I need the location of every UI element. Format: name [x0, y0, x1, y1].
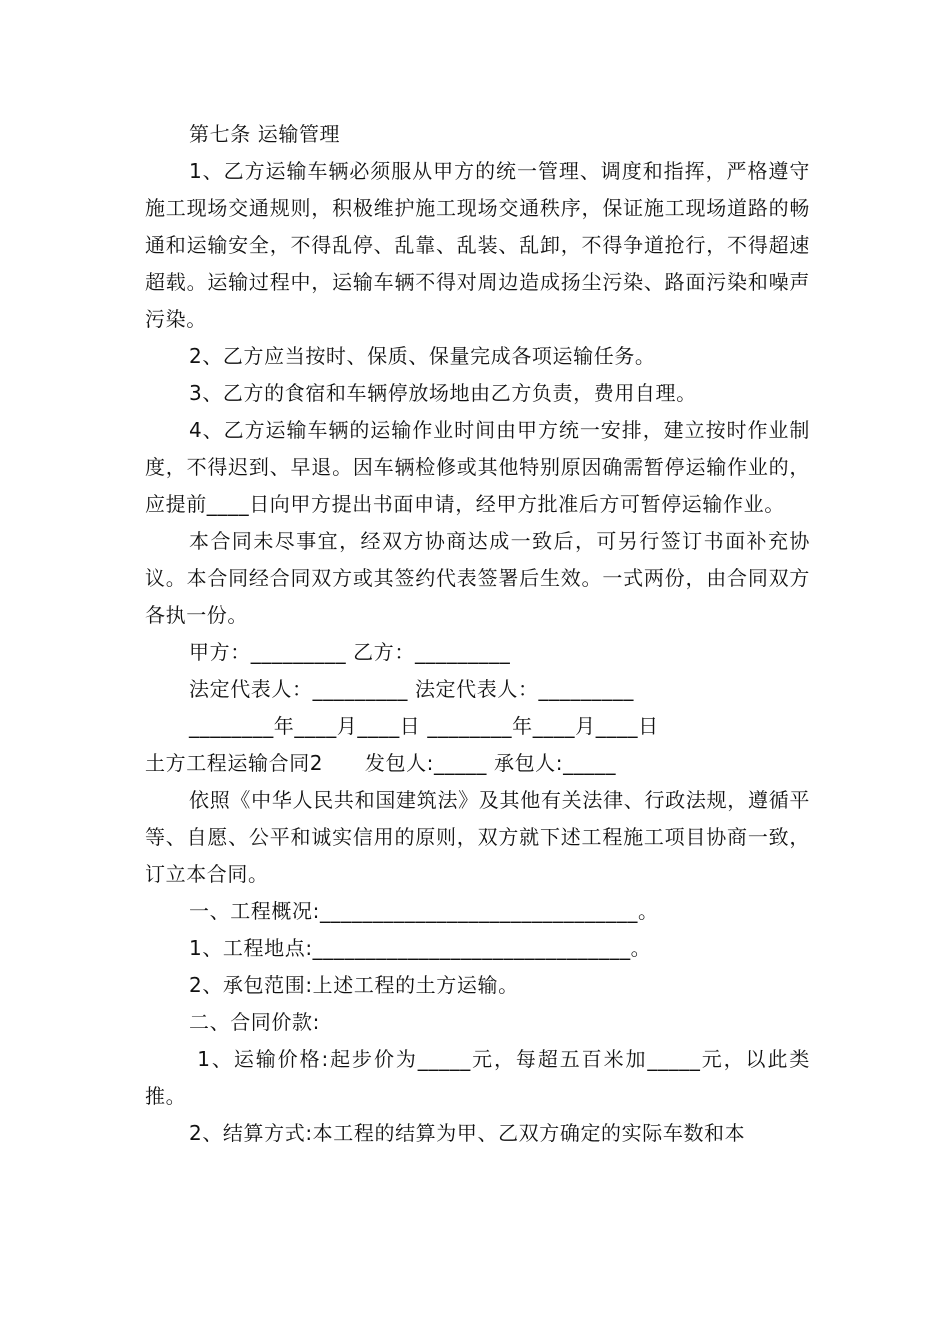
section-project-overview: 一、工程概况:______________________________。	[189, 899, 659, 923]
settlement-method-paragraph: 2、结算方式:本工程的结算为甲、乙双方确定的实际车数和本	[189, 1121, 746, 1145]
contract-scope-line: 2、承包范围:上述工程的土方运输。	[189, 973, 519, 997]
clause-paragraph: 2、乙方应当按时、保质、保量完成各项运输任务。	[189, 344, 656, 368]
clause-paragraph: 3、乙方的食宿和车辆停放场地由乙方负责，费用自理。	[189, 381, 697, 405]
clause-paragraph: 4、乙方运输车辆的运输作业时间由甲方统一安排，建立按时作业制度，不得迟到、早退。因车辆检修或其他特别原因确需暂停运输作业的，应提前____日向甲方提出书面申请，经甲方批准后方可暂停运输作业。	[145, 418, 810, 516]
document-body	[145, 116, 810, 1152]
section-contract-price: 二、合同价款:	[189, 1010, 320, 1034]
closing-paragraph: 本合同未尽事宜，经双方协商达成一致后，可另行签订书面补充协议。本合同经合同双方或其签约代表签署后生效。一式两份，由合同双方各执一份。	[145, 529, 810, 627]
contract-title-line: 土方工程运输合同2 发包人:_____ 承包人:_____	[145, 751, 617, 775]
preamble-paragraph: 依照《中华人民共和国建筑法》及其他有关法律、行政法规，遵循平等、自愿、公平和诚实信用的原则，双方就下述工程施工项目协商一致，订立本合同。	[145, 788, 810, 886]
clause-paragraph: 1、乙方运输车辆必须服从甲方的统一管理、调度和指挥，严格遵守施工现场交通规则，积极维护施工现场交通秩序，保证施工现场道路的畅通和运输安全，不得乱停、乱靠、乱装、乱卸，不得争道抢行，不得超速超载。运输过程中，运输车辆不得对周边造成扬尘污染、路面污染和噪声污染。	[145, 159, 810, 331]
signature-date-line: ________年____月____日 ________年____月____日	[189, 714, 659, 738]
signature-parties-line: 甲方：_________ 乙方：_________	[189, 640, 511, 664]
signature-representatives-line: 法定代表人：_________ 法定代表人：_________	[189, 677, 634, 701]
project-location-line: 1、工程地点:______________________________。	[189, 936, 652, 960]
section-heading-transport-management: 第七条 运输管理	[189, 122, 341, 146]
transport-price-paragraph: 1、运输价格:起步价为_____元，每超五百米加_____元，以此类推。	[145, 1047, 810, 1108]
